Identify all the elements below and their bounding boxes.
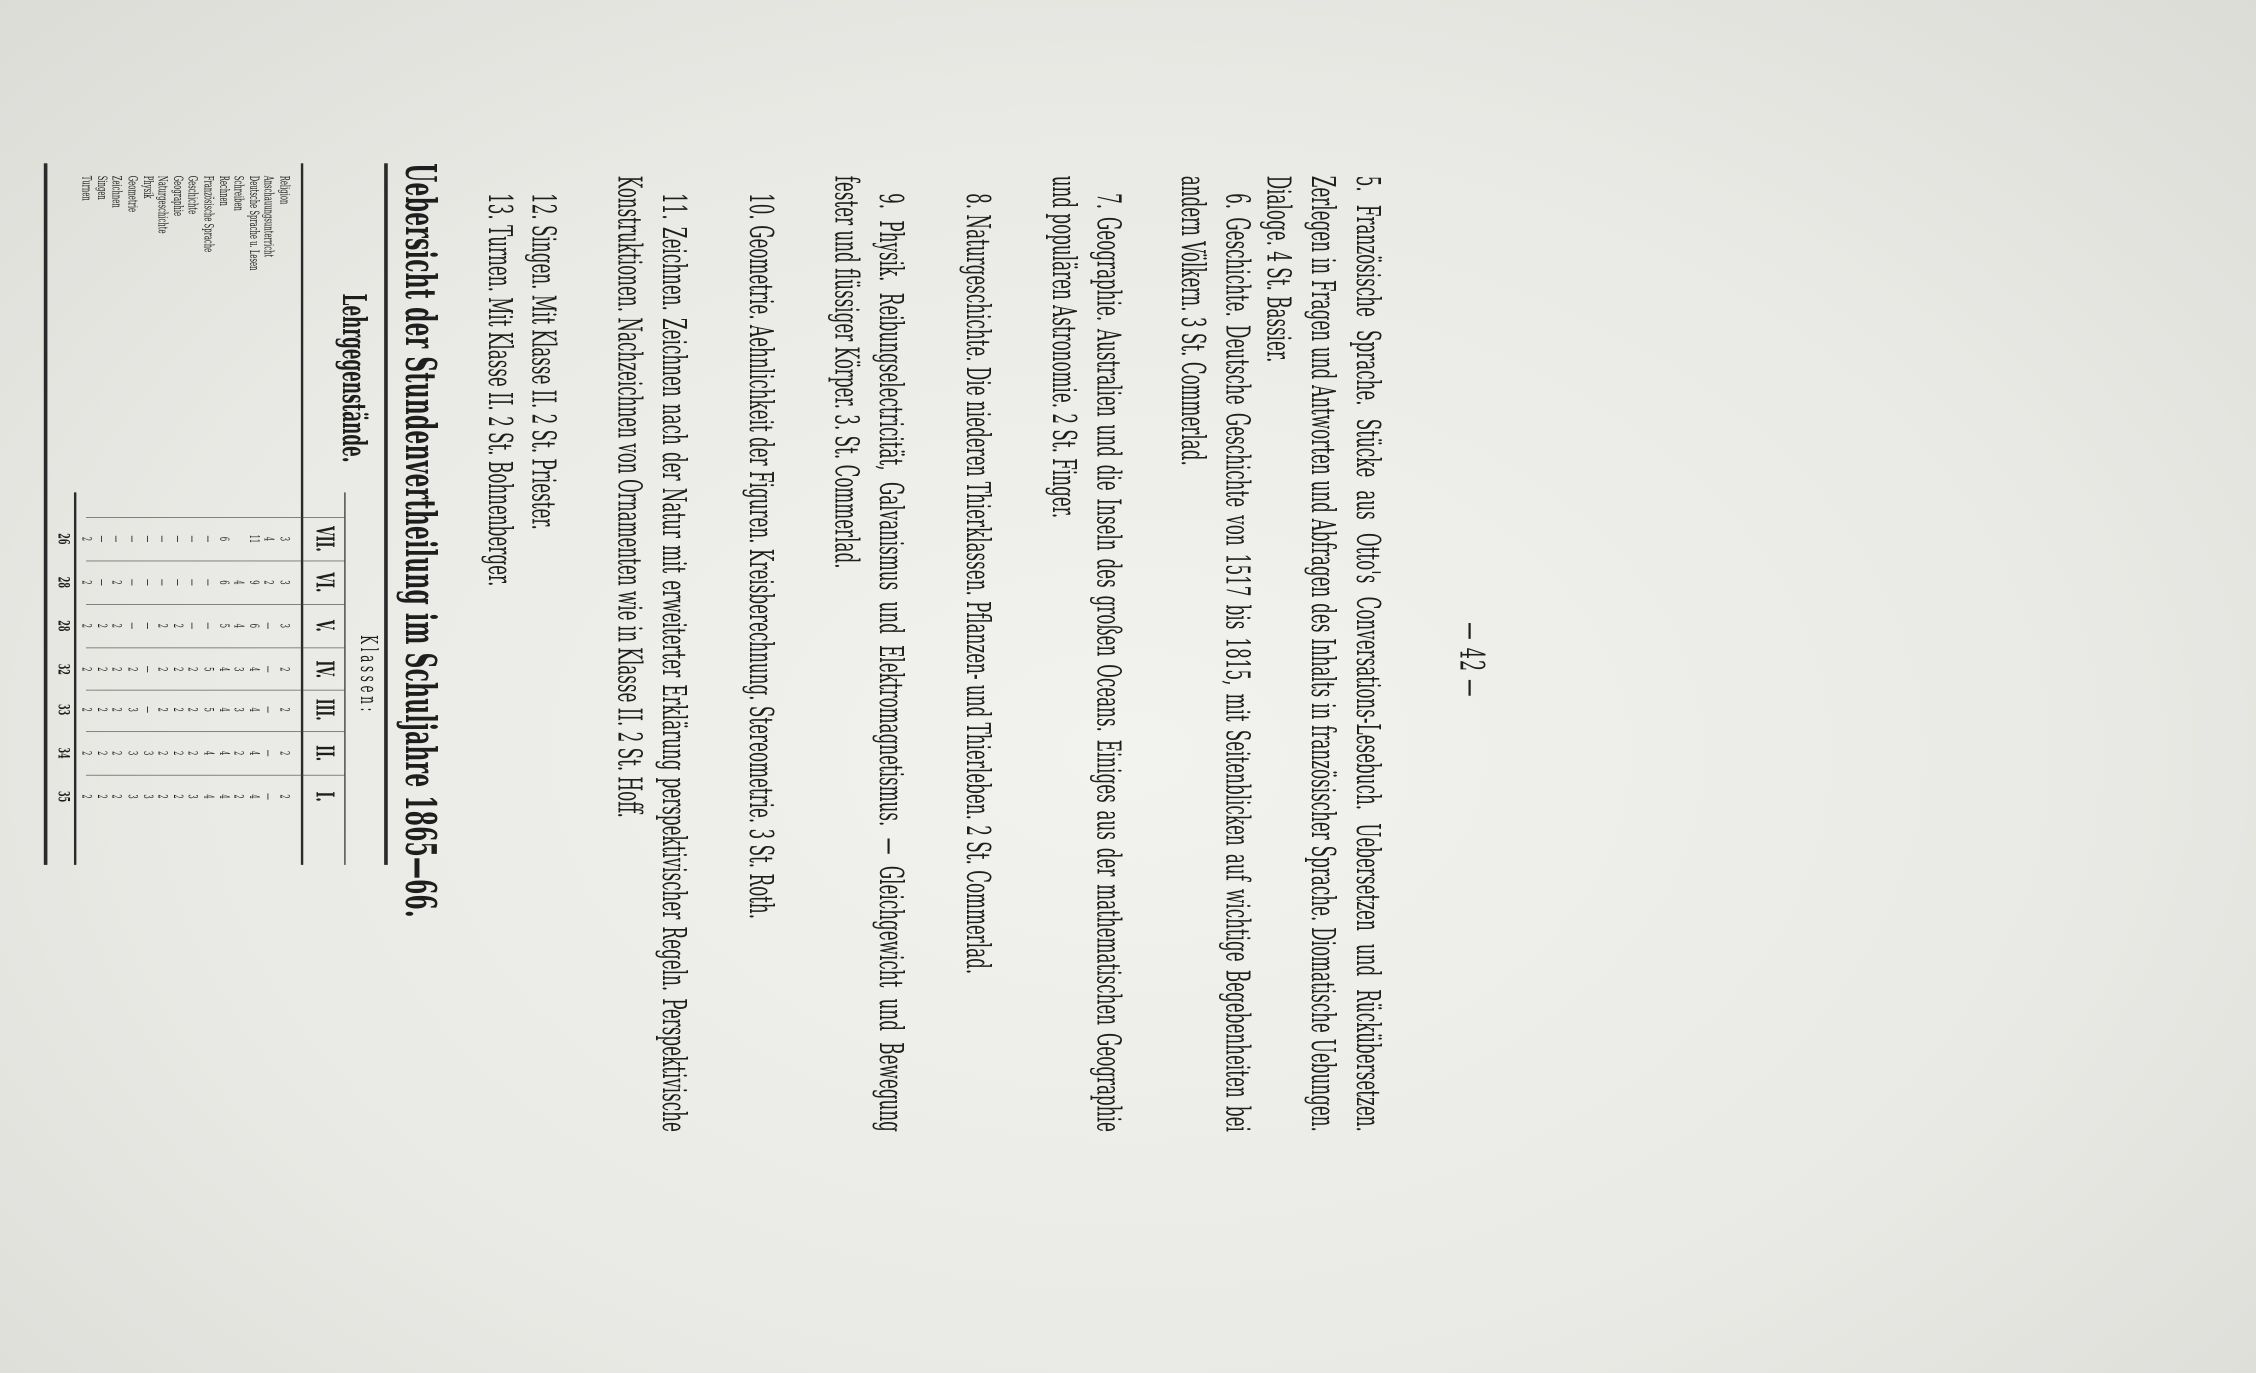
table-cell: 2	[185, 750, 202, 756]
column-divider	[86, 604, 345, 605]
total-cell: 34	[52, 747, 72, 759]
table-cell: 6	[215, 580, 232, 585]
table-cell: 4	[215, 707, 232, 712]
table-cell: —	[185, 535, 202, 543]
table-cell: 3	[139, 750, 156, 756]
paragraph-9: 9. Physik. Reibungselectricität, Galvanismus und Elektromagnetismus. — Gleichgewicht und Bewegung fester und flüssiger Körper. 3. St. Commerlad.	[827, 175, 910, 1132]
total-cell: 35	[52, 790, 72, 803]
table-cell: —	[200, 578, 217, 586]
subject-label: Geschichte	[185, 175, 202, 215]
table-cell: 2	[94, 794, 110, 799]
total-cell: 33	[52, 704, 72, 716]
column-header-5: II.	[310, 745, 340, 762]
paragraph-6: 6. Geschichte. Deutsche Geschichte von 1517 bis 1815, mit Seitenblicken auf wichtige Begebenheiten bei andern Völkern. 3 St. Commerlad.	[1173, 175, 1256, 1132]
subject-label: Französische Sprache	[200, 175, 217, 253]
table-cell: 2	[79, 580, 95, 585]
table-cell: 2	[79, 750, 95, 756]
table-cell: 2	[231, 750, 247, 756]
column-header-2: V.	[310, 619, 340, 632]
page-number: — 42 —	[1452, 622, 1493, 698]
table-cell: 4	[231, 623, 247, 629]
table-cell: 2	[155, 623, 171, 629]
total-cell: 32	[52, 663, 72, 675]
paragraph-8: 8. Naturgeschichte. Die niederen Thierklassen. Pflanzen- und Thierleben. 2 St. Commerlad.	[958, 193, 997, 975]
table-cell: 4	[246, 667, 263, 672]
table-cell: 2	[79, 794, 95, 799]
table-cell: 2	[155, 707, 171, 712]
table-cell: —	[94, 535, 110, 543]
table-cell: 5	[215, 623, 232, 629]
table-cell: 2	[185, 667, 202, 672]
table-cell: 2	[170, 623, 186, 629]
total-cell: 28	[52, 620, 72, 632]
table-cell: 6	[215, 536, 232, 542]
subject-label: Naturgeschichte	[155, 175, 171, 234]
table-cell: 2	[109, 794, 126, 799]
table-cell: —	[124, 622, 141, 630]
paragraph-5: 5. Französische Sprache. Stücke aus Otto's Conversations-Lesebuch. Uebersetzen und Rückübersetzen. Zerlegen in Fragen und Antworten und Abfragen des Inhalts in französischer Sprache. Diomatische Uebungen. Dialoge. 4 St. Bassier.	[1259, 175, 1386, 1132]
table-cell: 2	[276, 707, 293, 712]
table-cell: 3	[124, 794, 141, 799]
total-cell: 26	[52, 533, 72, 545]
table-cell: —	[124, 578, 141, 586]
column-header-0: VII.	[310, 526, 340, 552]
table-cell: —	[200, 622, 217, 630]
table-cell: 2	[170, 750, 186, 756]
table-cell: 3	[139, 794, 156, 799]
table-cell: 2	[79, 707, 95, 712]
table-title: Uebersicht der Stundenvertheilung im Schuljahre 1865—66.	[395, 163, 445, 918]
table-cell: —	[109, 535, 126, 543]
table-cell: 2	[79, 667, 95, 672]
table-cell: 3	[124, 707, 141, 712]
column-divider	[86, 517, 345, 518]
column-header-rule	[344, 492, 345, 865]
paragraph-12: 12. Singen. Mit Klasse II. 2 St. Priester.	[524, 193, 562, 530]
table-cell: 2	[276, 667, 293, 672]
table-cell: 2	[79, 536, 95, 542]
table-cell: —	[94, 578, 110, 586]
column-header-6: I.	[310, 791, 340, 802]
rotated-page-content	[52, 95, 1493, 1225]
table-cell: 3	[231, 667, 247, 672]
paragraph-7: 7. Geographie. Australien und die Inseln des großen Oceans. Einiges aus der mathematischen Geographie und populären Astronomie. 2 St. Finger.	[1044, 175, 1127, 1132]
table-cell: 2	[170, 667, 186, 672]
table-cell: —	[261, 793, 278, 801]
table-cell: 2	[124, 667, 141, 672]
table-cell: 2	[276, 750, 293, 756]
header-bottom-rule	[301, 163, 303, 865]
subject-label: Singen	[94, 175, 110, 200]
total-cell: 28	[52, 576, 72, 589]
table-cell: 2	[94, 623, 110, 629]
table-cell: —	[170, 578, 186, 586]
column-header-1: VI.	[310, 572, 340, 593]
table-cell: 4	[231, 580, 247, 585]
table-cell: 4	[261, 536, 278, 542]
table-cell: 4	[215, 667, 232, 672]
table-cell: 2	[155, 667, 171, 672]
paragraph-10: 10. Geometrie. Aehnlichkeit der Figuren. Kreisberechnung. Stereometrie. 3 St. Roth.	[741, 193, 779, 920]
table-cell: 6	[246, 623, 263, 629]
table-cell: 2	[94, 667, 110, 672]
table-cell: 9	[246, 580, 263, 585]
table-cell: —	[139, 622, 156, 630]
table-cell: 2	[261, 580, 278, 585]
totals-rule	[73, 492, 75, 865]
column-divider	[86, 690, 345, 691]
column-divider	[86, 775, 345, 776]
paragraph-13: 13. Turnen. Mit Klasse II. 2 St. Bohnenberger.	[480, 193, 519, 587]
table-cell: 4	[215, 794, 232, 799]
table-cell: —	[139, 665, 156, 673]
table-cell: 2	[170, 707, 186, 712]
subject-label: Deutsche Sprache u. Lesen	[246, 175, 263, 271]
table-cell: —	[170, 535, 186, 543]
table-cell: 3	[124, 750, 141, 756]
paragraph-11: 11. Zeichnen. Zeichnen nach der Natur mit erweiterter Erklärung perspektivischer Regeln. Perspektivische Konstruktionen. Nachzeichnen von Ornamenten wie in Klasse II. 2 St. Hoff.	[609, 175, 692, 1132]
table-cell: —	[200, 535, 217, 543]
table-cell: 2	[94, 750, 110, 756]
table-cell: —	[261, 749, 278, 757]
table-cell: 2	[170, 794, 186, 799]
subject-label: Zeichnen	[109, 175, 126, 208]
table-cell: 4	[200, 794, 217, 799]
table-cell: 2	[231, 794, 247, 799]
table-cell: 3	[276, 580, 293, 585]
subjects-header: Lehrgegenstände.	[334, 293, 373, 463]
table-bottom-rule	[43, 163, 47, 865]
column-divider	[86, 561, 345, 562]
subject-label: Rechnen	[215, 175, 232, 206]
table-cell: 4	[200, 750, 217, 756]
table-cell: 11	[246, 534, 263, 544]
table-cell: 3	[276, 536, 293, 542]
column-header-3: IV.	[310, 660, 340, 679]
subject-label: Anschauungsunterricht	[261, 175, 278, 258]
table-cell: —	[139, 706, 156, 714]
subject-label: Geometrie	[124, 175, 141, 213]
table-cell: 4	[246, 794, 263, 799]
table-cell: —	[155, 578, 171, 586]
table-cell: 2	[276, 794, 293, 799]
table-cell: 4	[246, 707, 263, 712]
table-cell: —	[261, 706, 278, 714]
table-cell: 2	[155, 794, 171, 799]
table-cell: —	[185, 578, 202, 586]
table-cell: —	[185, 622, 202, 630]
subject-label: Physik	[139, 175, 156, 199]
table-top-rule	[384, 163, 388, 865]
column-header-4: III.	[310, 698, 340, 721]
table-cell: —	[155, 535, 171, 543]
subject-label: Geographie	[170, 175, 186, 217]
table-cell: 2	[185, 707, 202, 712]
table-cell: 3	[276, 623, 293, 629]
table-cell: —	[261, 622, 278, 630]
table-cell: 2	[109, 707, 126, 712]
table-cell: 4	[246, 750, 263, 756]
table-cell: 3	[185, 794, 202, 799]
table-cell: 2	[155, 750, 171, 756]
classes-label: Klassen:	[355, 635, 382, 716]
table-cell: 5	[200, 707, 217, 712]
table-cell: 2	[109, 580, 126, 585]
table-cell: 2	[79, 623, 95, 629]
table-cell: —	[139, 578, 156, 586]
column-divider	[86, 648, 345, 649]
table-cell: —	[261, 665, 278, 673]
subject-label: Schreiben	[231, 175, 247, 211]
table-cell: 4	[215, 750, 232, 756]
column-divider	[86, 731, 345, 732]
table-cell: 2	[109, 750, 126, 756]
table-cell: 2	[109, 667, 126, 672]
table-cell: 3	[231, 707, 247, 712]
table-cell: 2	[109, 623, 126, 629]
table-cell: —	[139, 535, 156, 543]
table-cell: 5	[200, 667, 217, 672]
subject-label: Religion	[276, 175, 293, 205]
table-cell: 2	[94, 707, 110, 712]
table-cell: —	[124, 535, 141, 543]
subject-label: Turnen	[79, 175, 95, 201]
